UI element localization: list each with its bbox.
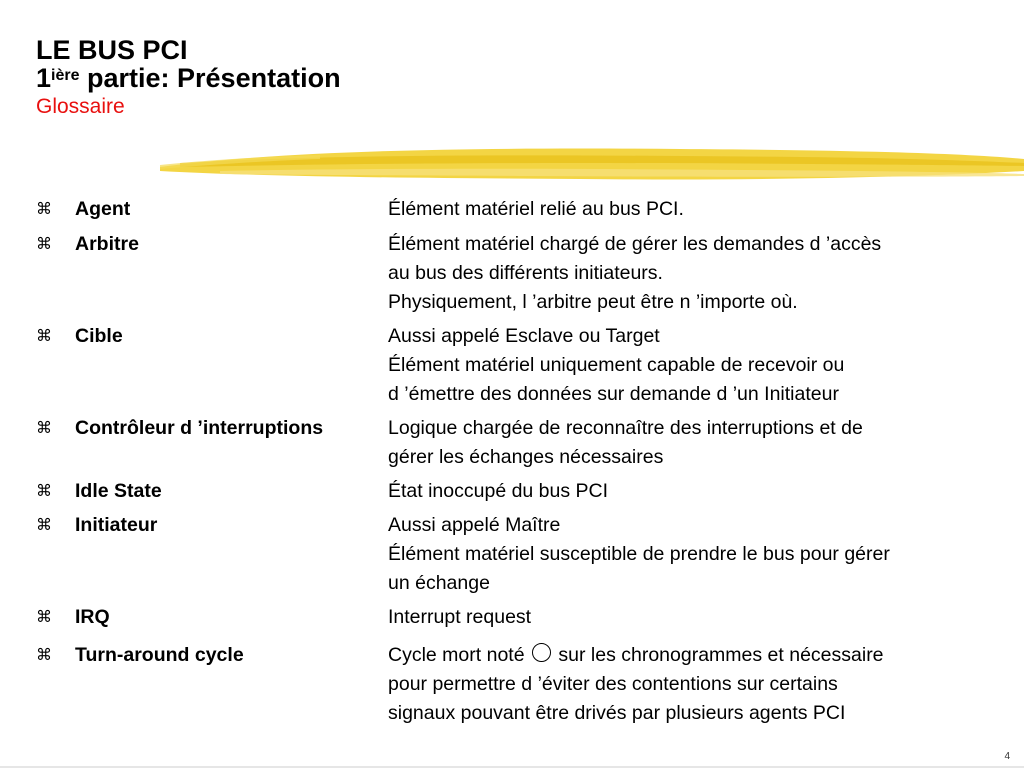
glossary-definition: Élément matériel relié au bus PCI. [388,198,684,220]
glossary-term: Turn-around cycle [75,644,244,666]
circle-arrows-symbol-icon [532,643,551,662]
glossary-term: Initiateur [75,514,158,536]
command-bullet-icon: ⌘ [36,236,52,253]
glossary-definition: Aussi appelé Esclave ou Target Élément matériel uniquement capable de recevoir ou d ’émettre des données sur demande d ’un Initiateur [388,325,845,405]
command-bullet-icon: ⌘ [36,420,52,437]
glossary-definition: Interrupt request [388,606,532,628]
glossary-definition: État inoccupé du bus PCI [388,480,609,502]
glossary-definition: Logique chargée de reconnaître des interruptions et de gérer les échanges nécessaires [388,417,863,468]
definition-text-before: Cycle mort noté [388,644,530,666]
glossary-entry-controleur-interruptions [36,414,1021,472]
slide-title: LE BUS PCI [36,35,188,65]
glossary-term: Idle State [75,480,162,502]
glossary-term: Arbitre [75,233,139,255]
glossary-definition: Aussi appelé Maître Élément matériel susceptible de prendre le bus pour gérer un échange [388,514,890,594]
glossary-entry-irq [36,603,1021,632]
section-heading: Glossaire [36,95,125,118]
glossary-entry-initiateur [36,511,1021,598]
command-bullet-icon: ⌘ [36,609,52,626]
glossary-entry-agent [36,195,1021,224]
glossary-list [36,195,1021,728]
glossary-entry-arbitre [36,230,1021,317]
subtitle-superscript: ière [51,67,80,84]
highlighter-swoosh-decoration [160,141,1024,185]
glossary-term: Contrôleur d ’interruptions [75,417,324,439]
glossary-term: IRQ [75,606,110,628]
command-bullet-icon: ⌘ [36,483,52,500]
command-bullet-icon: ⌘ [36,517,52,534]
slide-subtitle [36,64,341,92]
subtitle-number: 1 [36,63,52,93]
glossary-definition [388,641,1021,728]
command-bullet-icon: ⌘ [36,201,52,218]
glossary-entry-turn-around-cycle [36,641,1021,728]
subtitle-text: partie: Présentation [79,63,341,93]
title-block [36,36,341,120]
page-number: 4 [1004,751,1010,762]
glossary-term: Cible [75,325,123,347]
glossary-term: Agent [75,198,131,220]
glossary-entry-cible [36,322,1021,409]
command-bullet-icon: ⌘ [36,328,52,345]
glossary-entry-idle-state [36,477,1021,506]
glossary-definition: Élément matériel chargé de gérer les demandes d ’accès au bus des différents initiateurs. Physiquement, l ’arbitre peut être n ’importe où. [388,233,882,313]
definition-text-after: sur les chronogrammes et nécessaire pour permettre d ’éviter des contentions sur certains signaux pouvant être drivés par plusieurs agents PCI [388,644,884,724]
command-bullet-icon: ⌘ [36,647,52,664]
